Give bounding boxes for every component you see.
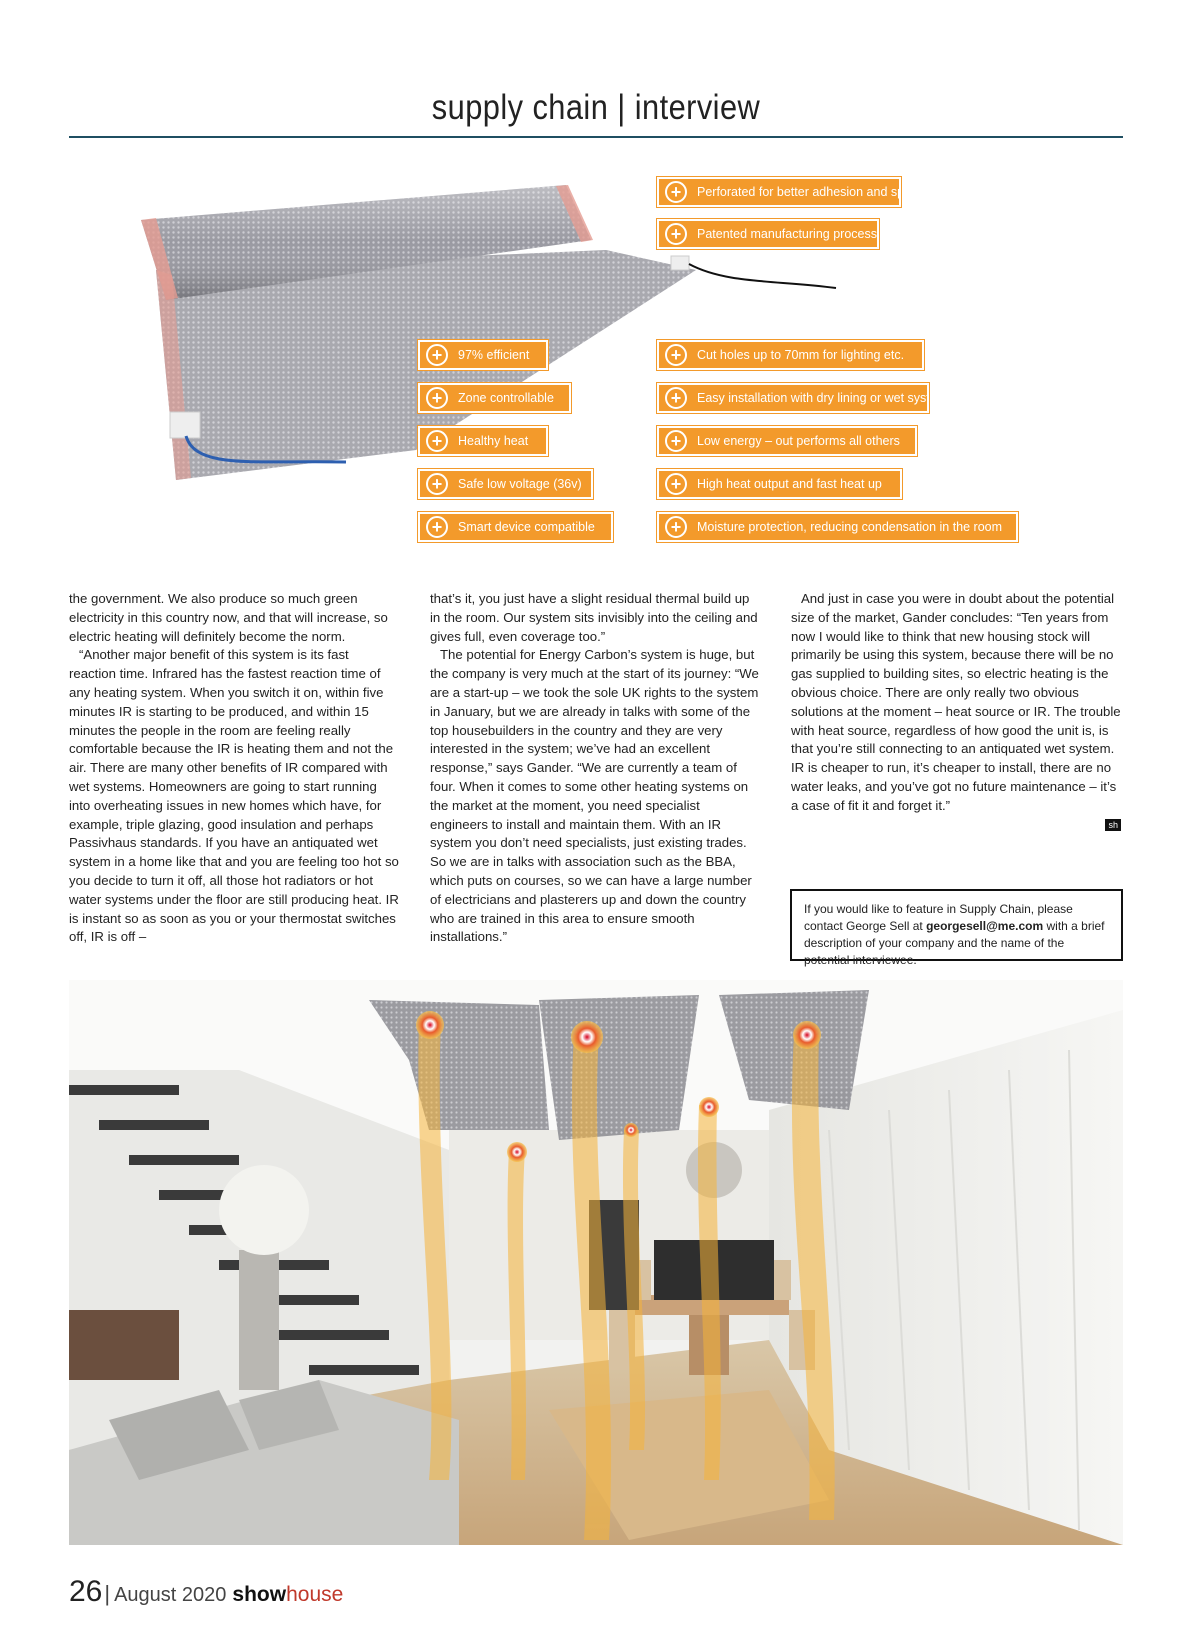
feature-installation (657, 383, 948, 413)
feature-healthy (418, 426, 548, 456)
article-column-1 (69, 590, 399, 947)
contact-text: If you would like to feature in Supply Chain, please contact George Sell at (804, 902, 1073, 933)
plus-icon: + (665, 430, 687, 452)
footer-separator: | (104, 1581, 111, 1606)
article-paragraph: The potential for Energy Carbon’s system is huge, but the company is very much at the start of its journey: “We are a start-up – we took the sole UK rights to the system in January, but we are already in talks with some of the top housebuilders in the country and they are very interested in the system; we’ve had an excellent response,” says Gander. “We are currently a team of four. When it comes to some other heating systems on the market at the moment, you need specialist engineers to install and maintain them. With an IR system you don’t need specialists, just existing trades. So we are in talks with association such as the BBA, which puts on courses, so we can have a large number of electricians and plasterers up and down the country who are trained in this area to ensure smooth installations.” (430, 647, 759, 945)
plus-icon: + (665, 344, 687, 366)
feature-moisture (657, 512, 1018, 542)
plus-icon: + (426, 516, 448, 538)
page-number: 26 (69, 1575, 103, 1608)
article-paragraph: And just in case you were in doubt about the potential size of the market, Gander concludes: “Ten years from now I would like to think that new housing stock will primarily be using this system, because there will be no gas supplied to building sites, so electric heating is the obvious choice. There are only really two obvious solutions at the moment – heat source or IR. The trouble with heat source, regardless of how good the unit is, is that you’re still connecting to an antiquated wet system. IR is cheaper to run, it’s cheaper to install, there are no water leaks, and you’ve got no future maintenance – it’s a case of fit it and forget it.” (791, 591, 1121, 813)
plus-icon: + (665, 223, 687, 245)
contact-text-end: with a brief description of your company and the name of the potential interviewee. (804, 919, 1105, 967)
feature-smart (418, 512, 613, 542)
plus-icon: + (665, 181, 687, 203)
feature-voltage (418, 469, 593, 499)
end-mark-badge: sh (1105, 819, 1121, 831)
feature-label: Healthy heat (458, 434, 529, 448)
article-paragraph: “Another major benefit of this system is its fast reaction time. Infrared has the fastest reaction time of any heating system. When you switch it on, within five minutes IR is starting to be produced, and within 15 minutes the people in the room are feeling really comfortable because the IR is heating them and not the air. There are many other benefits of IR compared with wet systems. Homeowners are going to start running into overheating issues in new homes which have, for example, triple glazing, good insulation and perhaps Passivhaus standards. If you have an antiquated wet system in a home like that and you are feeling too hot so you decide to turn it off, all those hot radiators or hot water systems under the floor are still producing heat. IR is instant so as soon as you or your thermostat switches off, IR is off – (69, 647, 399, 945)
issue-date: August 2020 (114, 1584, 227, 1606)
feature-label: Safe low voltage (36v) (458, 477, 582, 491)
page-footer (69, 1575, 343, 1615)
article-paragraph: that’s it, you just have a slight residual thermal build up in the room. Our system sits invisibly into the ceiling and gives full, even coverage too.” (430, 591, 758, 644)
feature-efficient (418, 340, 548, 370)
feature-zone (418, 383, 571, 413)
contact-box (790, 889, 1123, 967)
feature-label: Low energy – out performs all others (697, 434, 900, 448)
feature-perforated (657, 177, 930, 207)
plus-icon: + (426, 473, 448, 495)
feature-label: Moisture protection, reducing condensation in the room (697, 520, 1003, 534)
feature-label: 97% efficient (458, 348, 530, 362)
article-paragraph: the government. We also produce so much green electricity in this country now, and that will increase, so electric heating will definitely become the norm. (69, 591, 388, 644)
feature-label: High heat output and fast heat up (697, 477, 882, 491)
plus-icon: + (665, 473, 687, 495)
feature-heat-output (657, 469, 902, 499)
plus-icon: + (665, 387, 687, 409)
feature-label: Cut holes up to 70mm for lighting etc. (697, 348, 905, 362)
brand-house: house (286, 1583, 344, 1606)
brand-show: show (232, 1583, 287, 1606)
room-illustration (69, 980, 1123, 1545)
feature-patented (657, 219, 879, 249)
section-title: supply chain | interview (431, 88, 761, 127)
feature-low-energy (657, 426, 917, 456)
page-header (69, 88, 1123, 138)
contact-email[interactable]: georgesell@me.com (926, 919, 1044, 933)
article-column-2 (430, 590, 760, 947)
feature-label: Perforated for better adhesion and spread (697, 185, 930, 199)
plus-icon: + (426, 387, 448, 409)
room-heating-diagram (69, 980, 1123, 1545)
feature-holes (657, 340, 924, 370)
feature-label: Patented manufacturing process (697, 227, 877, 241)
plus-icon: + (426, 344, 448, 366)
feature-label: Easy installation with dry lining or wet system (697, 391, 948, 405)
feature-label: Smart device compatible (458, 520, 595, 534)
article-column-3 (791, 590, 1121, 831)
product-image (136, 180, 1066, 552)
heating-film-roll-illustration (136, 180, 1066, 552)
feature-label: Zone controllable (458, 391, 554, 405)
plus-icon: + (665, 516, 687, 538)
plus-icon: + (426, 430, 448, 452)
